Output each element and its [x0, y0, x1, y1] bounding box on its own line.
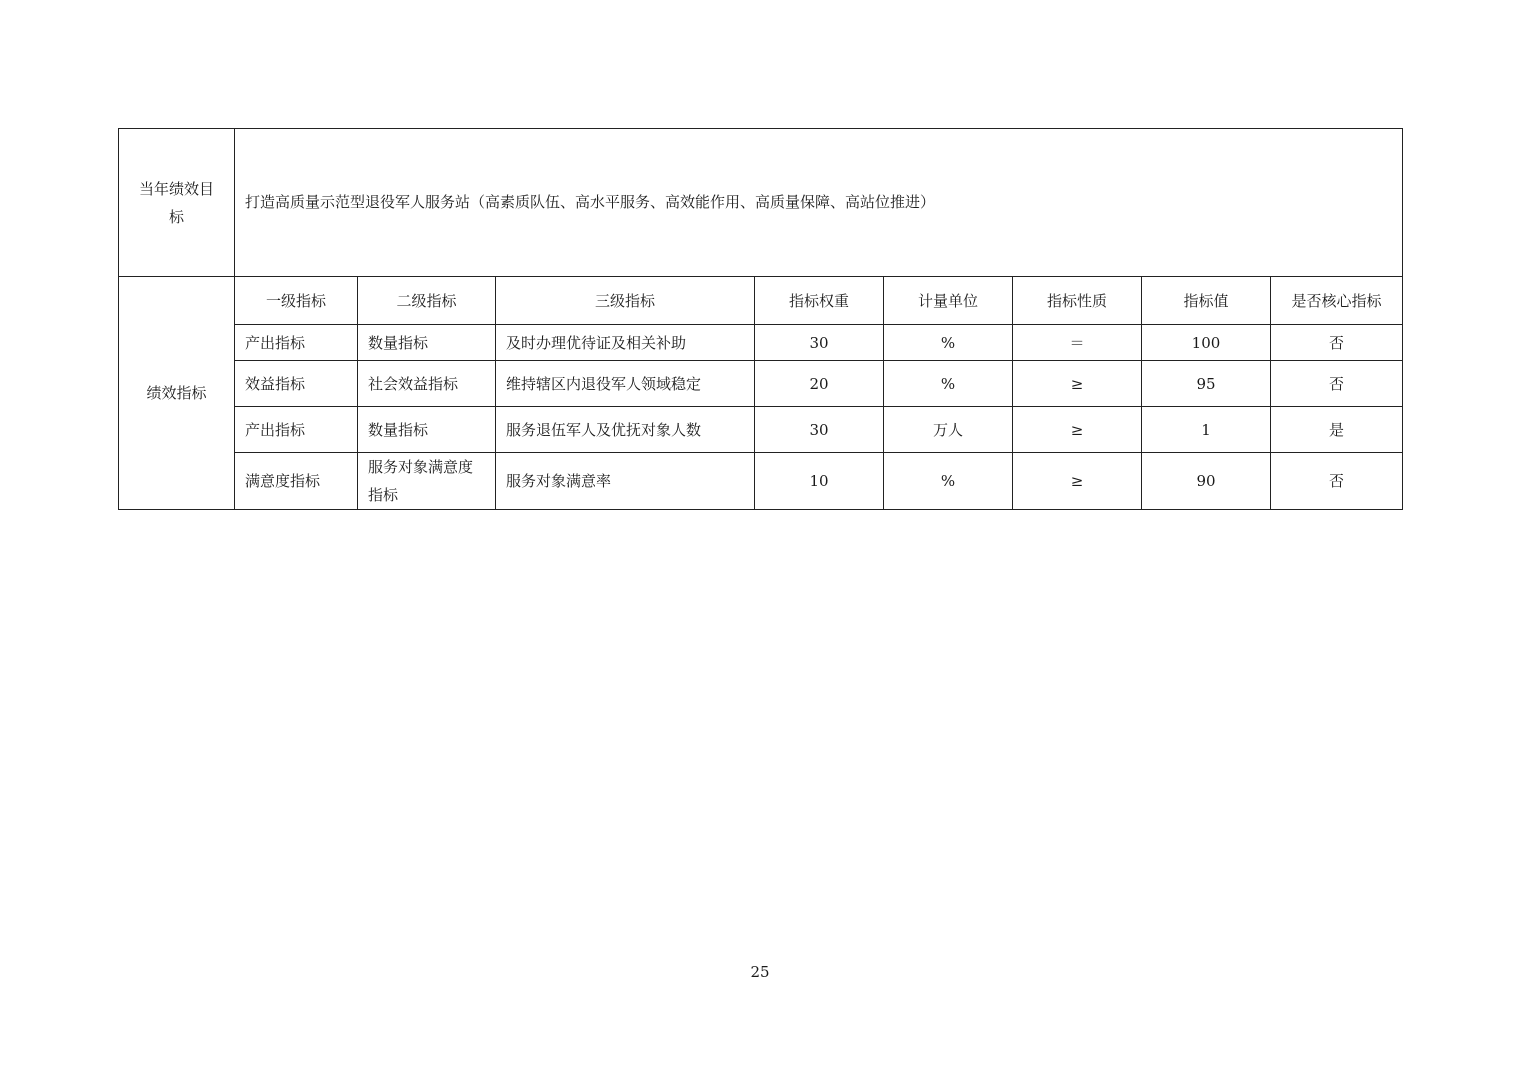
cell-unit: 万人 — [884, 407, 1013, 453]
header-core: 是否核心指标 — [1271, 277, 1403, 325]
cell-core: 否 — [1271, 453, 1403, 510]
goal-text: 打造高质量示范型退役军人服务站（高素质队伍、高水平服务、高效能作用、高质量保障、高站位推进） — [235, 129, 1403, 277]
cell-level1: 产出指标 — [235, 407, 358, 453]
cell-core: 否 — [1271, 325, 1403, 361]
cell-core: 是 — [1271, 407, 1403, 453]
cell-value: 95 — [1142, 361, 1271, 407]
header-row — [119, 277, 1403, 325]
cell-value: 90 — [1142, 453, 1271, 510]
table-row — [119, 325, 1403, 361]
cell-level1: 满意度指标 — [235, 453, 358, 510]
cell-level2: 社会效益指标 — [358, 361, 496, 407]
header-nature: 指标性质 — [1013, 277, 1142, 325]
page-number: 25 — [750, 963, 770, 981]
header-level1: 一级指标 — [235, 277, 358, 325]
cell-level3: 及时办理优待证及相关补助 — [496, 325, 755, 361]
cell-level1: 效益指标 — [235, 361, 358, 407]
cell-level1: 产出指标 — [235, 325, 358, 361]
cell-weight: 30 — [755, 325, 884, 361]
cell-nature: ≥ — [1013, 361, 1142, 407]
header-level2: 二级指标 — [358, 277, 496, 325]
cell-level3: 服务退伍军人及优抚对象人数 — [496, 407, 755, 453]
cell-nature: ≥ — [1013, 453, 1142, 510]
cell-level3: 维持辖区内退役军人领域稳定 — [496, 361, 755, 407]
cell-nature: ≥ — [1013, 407, 1142, 453]
header-unit: 计量单位 — [884, 277, 1013, 325]
cell-nature: ＝ — [1013, 325, 1142, 361]
performance-table — [118, 128, 1403, 510]
table-row — [119, 453, 1403, 510]
goal-row — [119, 129, 1403, 277]
cell-unit: % — [884, 361, 1013, 407]
header-weight: 指标权重 — [755, 277, 884, 325]
table-row — [119, 407, 1403, 453]
cell-value: 100 — [1142, 325, 1271, 361]
cell-core: 否 — [1271, 361, 1403, 407]
cell-unit: % — [884, 325, 1013, 361]
cell-level2: 服务对象满意度指标 — [358, 453, 496, 510]
cell-value: 1 — [1142, 407, 1271, 453]
cell-unit: % — [884, 453, 1013, 510]
cell-weight: 30 — [755, 407, 884, 453]
cell-level3: 服务对象满意率 — [496, 453, 755, 510]
header-level3: 三级指标 — [496, 277, 755, 325]
goal-label: 当年绩效目标 — [119, 129, 235, 277]
indicators-label: 绩效指标 — [119, 277, 235, 510]
performance-table-container — [118, 128, 1402, 510]
header-value: 指标值 — [1142, 277, 1271, 325]
table-row — [119, 361, 1403, 407]
cell-level2: 数量指标 — [358, 325, 496, 361]
cell-weight: 20 — [755, 361, 884, 407]
cell-level2: 数量指标 — [358, 407, 496, 453]
cell-weight: 10 — [755, 453, 884, 510]
